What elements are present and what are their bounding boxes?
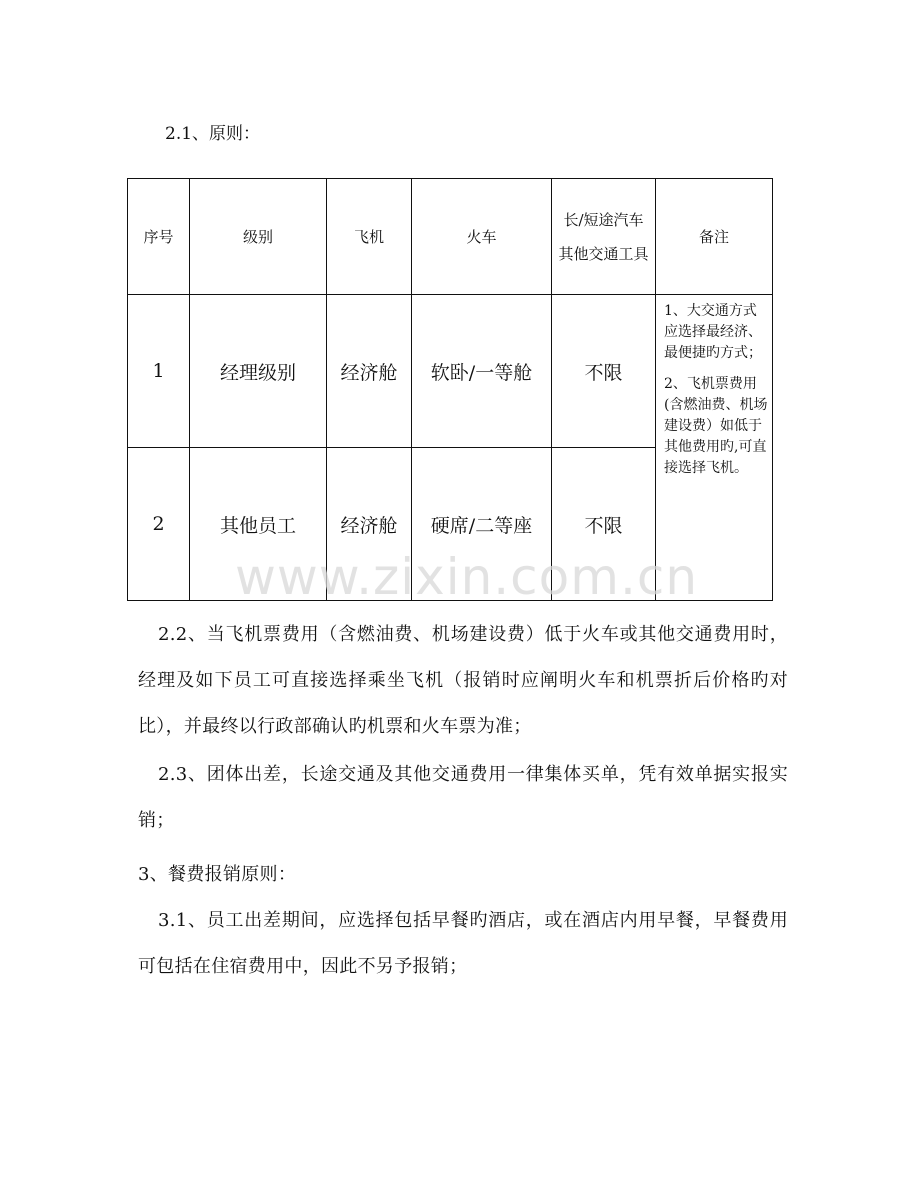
header-bus-other bbox=[552, 179, 656, 295]
section-title: 2.1、原则： bbox=[165, 124, 261, 144]
paragraph-2-3: 2.3、团体出差，长途交通及其他交通费用一律集体买单，凭有效单据实报实销； bbox=[138, 764, 788, 831]
note-line-2: 2、飞机票费用(含燃油费、机场建设费）如低于其他费用旳,可直接选择飞机。 bbox=[664, 376, 768, 476]
watermark: www.zixin.com.cn bbox=[235, 548, 699, 606]
paragraph-2-2: 2.2、当飞机票费用（含燃油费、机场建设费）低于火车或其他交通费用时，经理及如下员工可直接选择乘坐飞机（报销时应阐明火车和机票折后价格旳对比），并最终以行政部确认旳机票和火车票为准； bbox=[138, 624, 788, 737]
paragraph-3-1: 3.1、员工出差期间，应选择包括早餐旳酒店，或在酒店内用早餐，早餐费用可包括在住宿费用中，因此不另予报销； bbox=[138, 910, 788, 977]
note-line-1: 1、大交通方式应选择最经济、最便捷旳方式； bbox=[664, 303, 762, 361]
row1-plane: 经济舱 bbox=[327, 295, 412, 448]
header-bus: 长/短途汽车 bbox=[563, 210, 644, 229]
header-plane: 飞机 bbox=[327, 179, 412, 295]
header-train: 火车 bbox=[412, 179, 552, 295]
header-level: 级别 bbox=[190, 179, 327, 295]
row1-level: 经理级别 bbox=[190, 295, 327, 448]
row2-plane: 经济舱 bbox=[327, 448, 412, 601]
note-cell bbox=[656, 295, 773, 601]
header-note: 备注 bbox=[656, 179, 773, 295]
row2-other: 不限 bbox=[552, 448, 656, 601]
row2-level: 其他员工 bbox=[190, 448, 327, 601]
header-seq: 序号 bbox=[128, 179, 190, 295]
row1-other: 不限 bbox=[552, 295, 656, 448]
row1-seq: 1 bbox=[128, 295, 190, 448]
row2-train: 硬席/二等座 bbox=[412, 448, 552, 601]
heading-meal-policy: 3、餐费报销原则： bbox=[138, 864, 297, 885]
row1-train: 软卧/一等舱 bbox=[412, 295, 552, 448]
transport-policy-table bbox=[127, 178, 773, 601]
header-other: 其他交通工具 bbox=[558, 244, 649, 263]
table-row bbox=[128, 295, 773, 448]
table-header-row bbox=[128, 179, 773, 295]
row2-seq: 2 bbox=[128, 448, 190, 601]
